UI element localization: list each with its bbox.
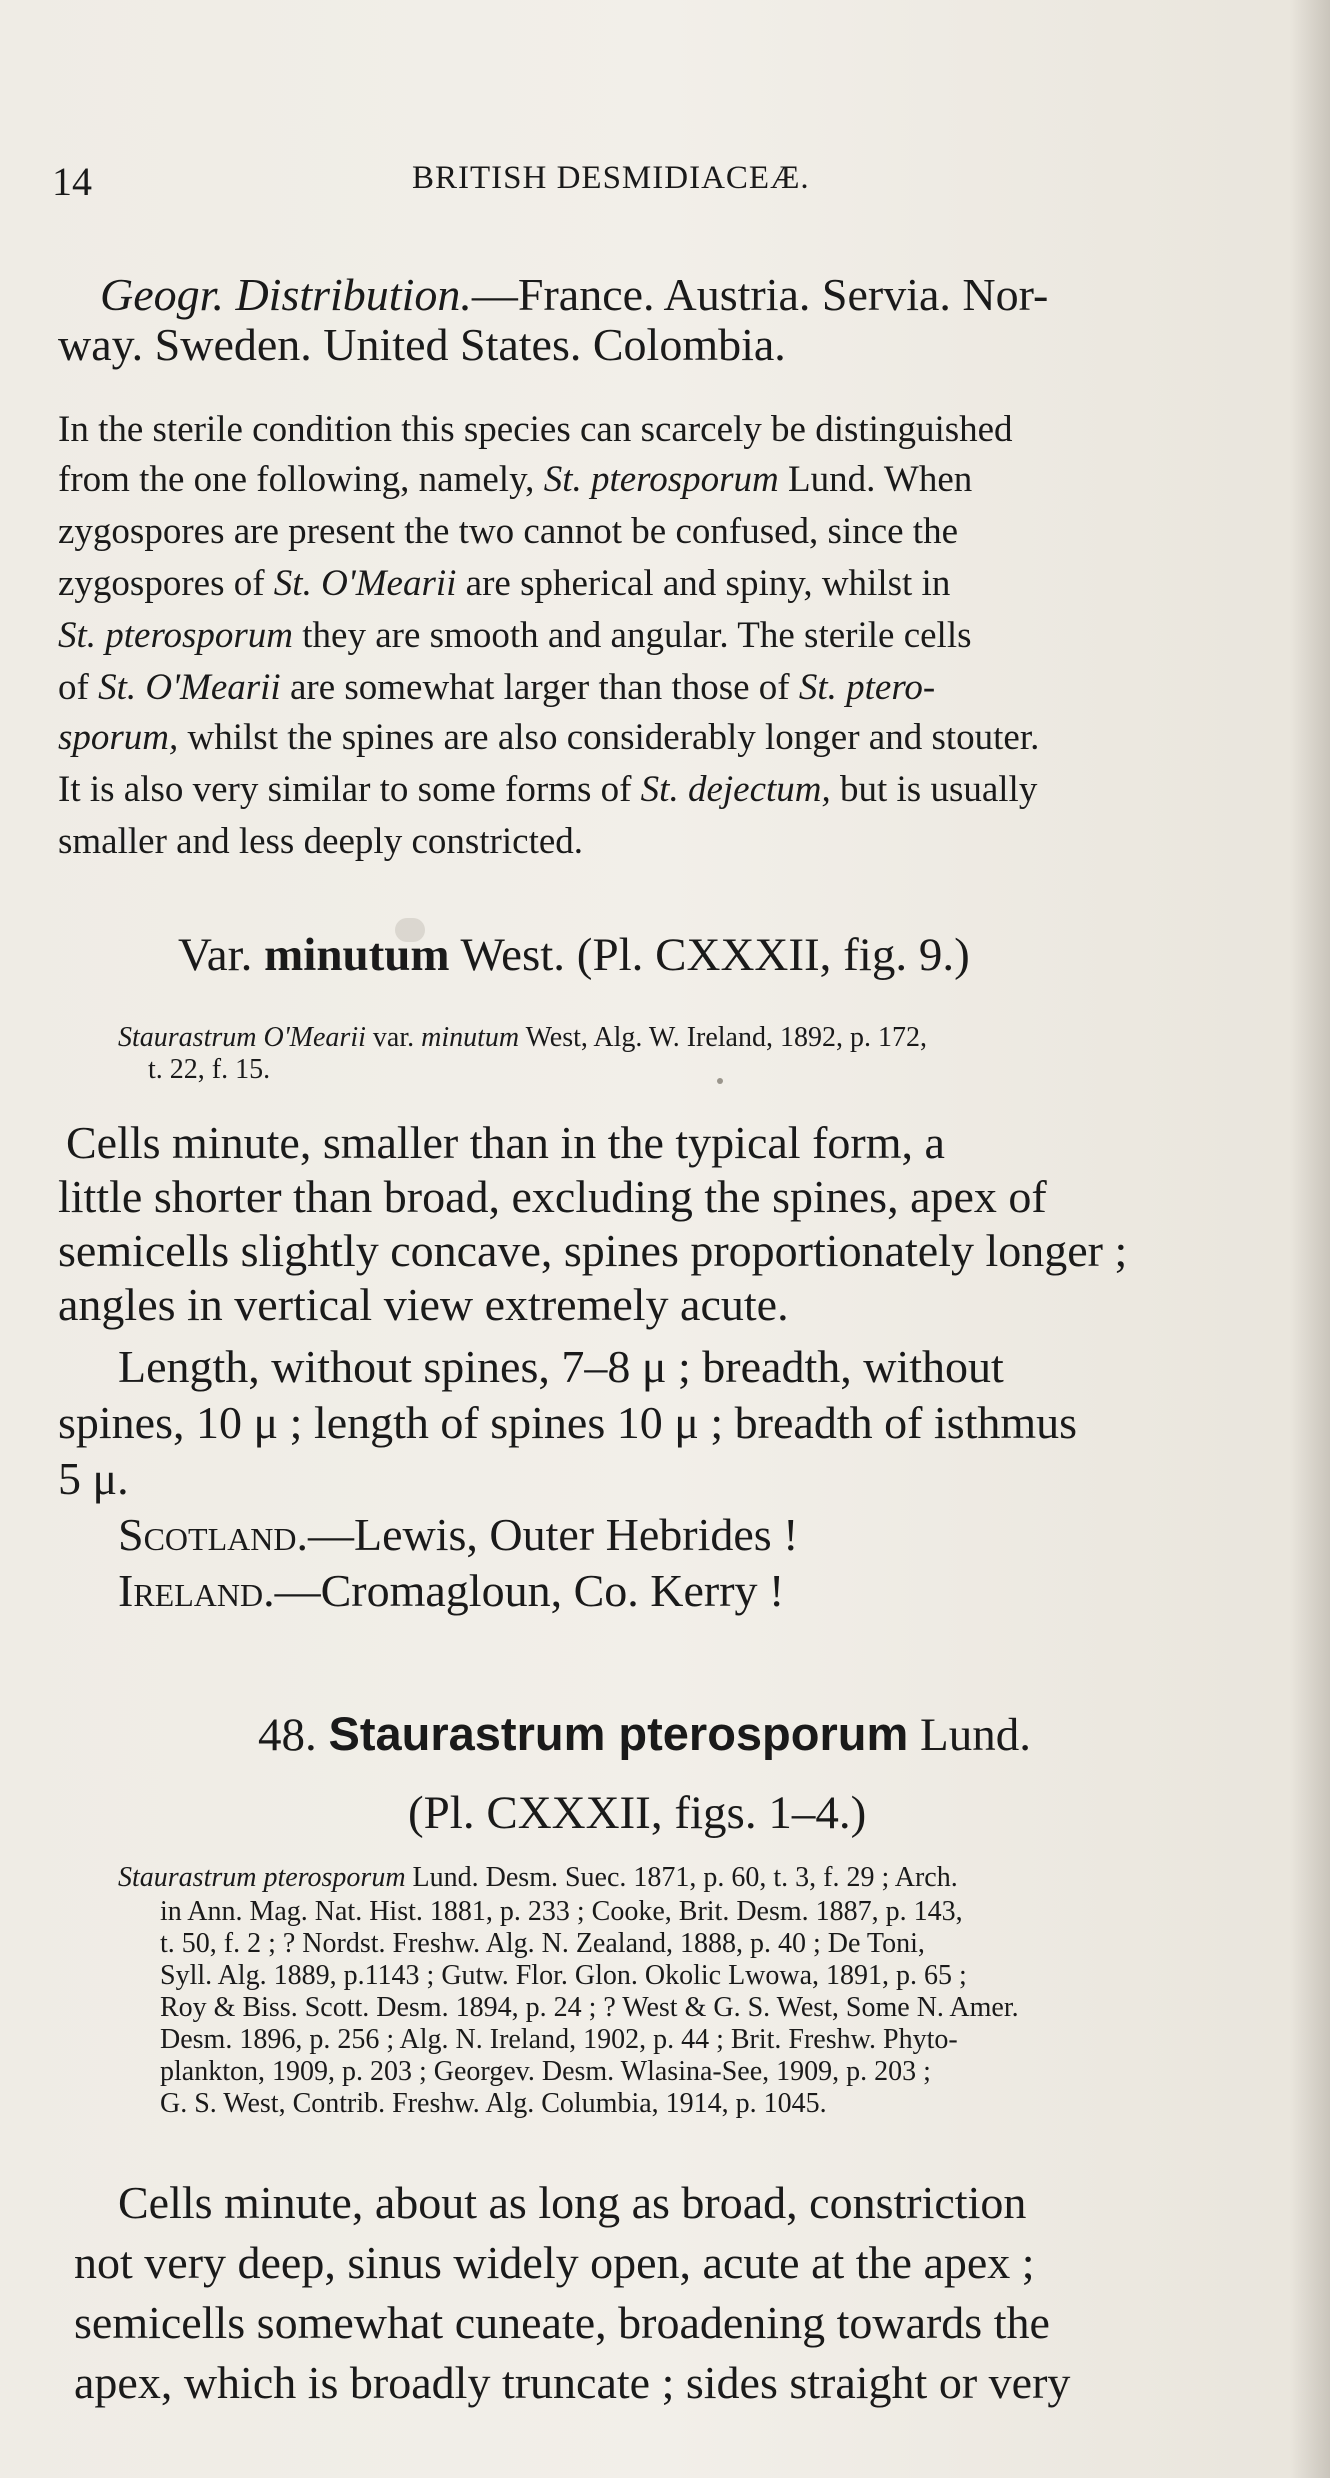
variety-description-line: little shorter than broad, excluding the spines, apex of	[58, 1171, 1047, 1222]
variety-description-line: spines, 10 μ ; length of spines 10 μ ; breadth of isthmus	[58, 1397, 1078, 1448]
variety-description-line: 5 μ.	[58, 1453, 129, 1504]
species-reference-line: Staurastrum pterosporum Lund. Desm. Suec. 1871, p. 60, t. 3, f. 29 ; Arch.	[118, 1862, 958, 1893]
remarks-line: zygospores are present the two cannot be confused, since the	[58, 511, 959, 552]
species-reference-line: G. S. West, Contrib. Freshw. Alg. Columbia, 1914, p. 1045.	[160, 2088, 827, 2119]
locality-scotland: Scotland.—Lewis, Outer Hebrides !	[118, 1509, 799, 1560]
species-name: Staurastrum pterosporum	[328, 1707, 909, 1760]
variety-reference-line-2: t. 22, f. 15.	[148, 1054, 271, 1085]
running-title: BRITISH DESMIDIACEÆ.	[412, 160, 810, 196]
remarks-line: It is also very similar to some forms of St. dejectum, but is usually	[58, 769, 1038, 810]
running-header	[52, 158, 1282, 208]
remarks-line: from the one following, namely, St. pterosporum Lund. When	[58, 459, 973, 500]
remarks-line: smaller and less deeply constricted.	[58, 821, 584, 862]
species-reference-line: t. 50, f. 2 ; ? Nordst. Freshw. Alg. N. Zealand, 1888, p. 40 ; De Toni,	[160, 1928, 925, 1959]
locality-ireland: Ireland.—Cromagloun, Co. Kerry !	[118, 1565, 785, 1616]
variety-description-line: Cells minute, smaller than in the typical form, a	[66, 1117, 945, 1168]
remarks-line: sporum, whilst the spines are also considerably longer and stouter.	[58, 717, 1040, 758]
species-description-line: Cells minute, about as long as broad, constriction	[118, 2177, 1027, 2228]
remarks-line: St. pterosporum they are smooth and angular. The sterile cells	[58, 615, 972, 656]
species-plate-reference: (Pl. CXXXII, figs. 1–4.)	[408, 1787, 867, 1839]
species-reference-line: Roy & Biss. Scott. Desm. 1894, p. 24 ; ? West & G. S. West, Some N. Amer.	[160, 1992, 1019, 2023]
distribution-line-2: way. Sweden. United States. Colombia.	[58, 319, 786, 370]
page-gutter-shadow	[1290, 0, 1330, 2478]
page-number: 14	[52, 159, 92, 204]
remarks-line: of St. O'Mearii are somewhat larger than those of St. ptero-	[58, 667, 936, 708]
variety-description-line: angles in vertical view extremely acute.	[58, 1279, 789, 1330]
variety-heading: Var. minutum West. (Pl. CXXXII, fig. 9.)	[178, 929, 970, 981]
distribution-line-1: Geogr. Distribution.—France. Austria. Servia. Nor-	[100, 269, 1049, 320]
species-description-line: apex, which is broadly truncate ; sides straight or very	[74, 2357, 1071, 2408]
species-reference-line: Syll. Alg. 1889, p.1143 ; Gutw. Flor. Glon. Okolic Lwowa, 1891, p. 65 ;	[160, 1960, 967, 1991]
variety-description-line: Length, without spines, 7–8 μ ; breadth, without	[118, 1341, 1004, 1392]
variety-name: minutum	[264, 929, 450, 981]
species-description-line: semicells somewhat cuneate, broadening towards the	[74, 2297, 1050, 2348]
distribution-label: Geogr. Distribution.	[100, 269, 472, 320]
species-heading: 48. Staurastrum pterosporum Lund.	[258, 1707, 1031, 1761]
species-reference-line: plankton, 1909, p. 203 ; Georgev. Desm. Wlasina-See, 1909, p. 203 ;	[160, 2056, 931, 2087]
remarks-line: zygospores of St. O'Mearii are spherical and spiny, whilst in	[58, 563, 951, 604]
species-reference-line: in Ann. Mag. Nat. Hist. 1881, p. 233 ; Cooke, Brit. Desm. 1887, p. 143,	[160, 1896, 963, 1927]
page-speck	[717, 1078, 723, 1084]
species-description-line: not very deep, sinus widely open, acute at the apex ;	[74, 2237, 1035, 2288]
variety-reference-line-1: Staurastrum O'Mearii var. minutum West, Alg. W. Ireland, 1892, p. 172,	[118, 1022, 927, 1053]
remarks-line: In the sterile condition this species can scarcely be distinguished	[58, 409, 1013, 450]
variety-description-line: semicells slightly concave, spines proportionately longer ;	[58, 1225, 1128, 1276]
species-reference-line: Desm. 1896, p. 256 ; Alg. N. Ireland, 1902, p. 44 ; Brit. Freshw. Phyto-	[160, 2024, 958, 2055]
